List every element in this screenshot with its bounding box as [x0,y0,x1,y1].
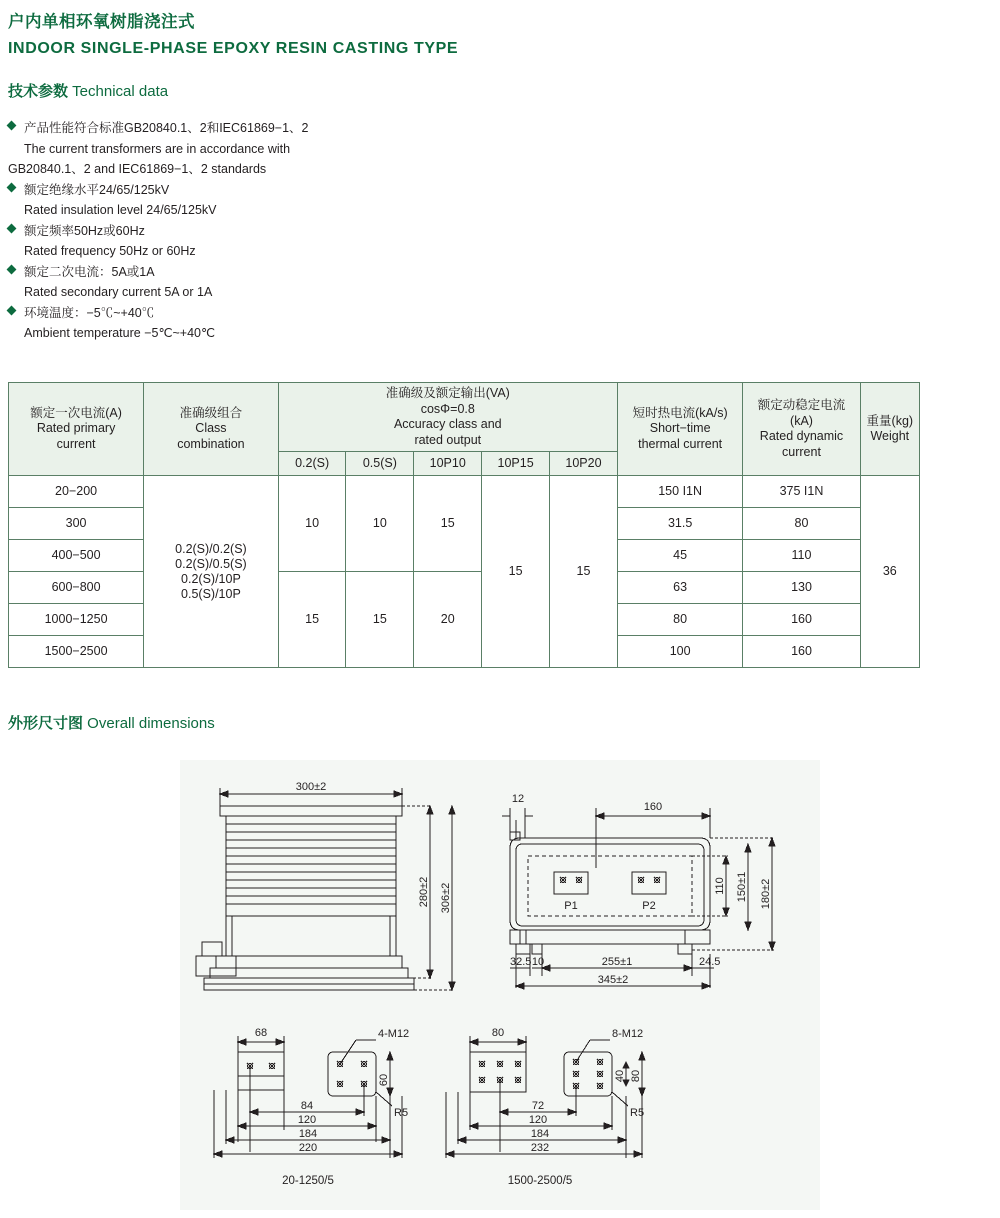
cell-class-combination: 0.2(S)/0.2(S) 0.2(S)/0.5(S) 0.2(S)/10P 0.5(S)/10P [144,476,279,668]
dim-label-232: 232 [530,1142,550,1154]
cell-acc-10p20: 15 [550,476,618,668]
cell-acc-02s-group1: 10 [278,476,346,572]
dim-label-220: 220 [298,1142,318,1154]
dim-label-120-left: 120 [297,1114,317,1126]
technical-bullet-list [8,118,568,344]
section-technical-cn: 技术参数 [8,83,69,100]
list-item [8,118,568,180]
col-header-acc-10p20: 10P20 [550,452,618,476]
cell-acc-05s-group1: 10 [346,476,414,572]
dim-label-front-height-outer: 306±2 [440,882,452,914]
dim-label-184-left: 184 [298,1128,318,1140]
col-header-acc-02s: 0.2(S) [278,452,346,476]
bullet-en-1: Rated frequency 50Hz or 60Hz [24,244,196,258]
diamond-bullet-icon [7,305,17,315]
col-header-rated-dynamic: 额定动稳定电流 (kA) Rated dynamic current [743,383,860,476]
list-item [8,262,568,303]
cell-primary-current: 20−200 [9,476,144,508]
cell-thermal-current: 100 [617,636,742,668]
cell-thermal-current: 31.5 [617,508,742,540]
bullet-en-1: Rated insulation level 24/65/125kV [24,203,217,217]
page-title-en: INDOOR SINGLE-PHASE EPOXY RESIN CASTING TYPE [8,40,459,57]
cell-weight: 36 [860,476,919,668]
dim-label-60: 60 [378,1073,390,1087]
list-item [8,303,568,344]
section-dimensions-cn: 外形尺寸图 [8,715,84,732]
radius-label-r5-right: R5 [630,1107,645,1119]
dim-label-84: 84 [300,1100,314,1112]
col-header-acc-10p10: 10P10 [414,452,482,476]
section-technical-data [8,80,168,101]
bullet-cn: 产品性能符合标准GB20840.1、2和IEC61869−1、2 [24,121,309,135]
bolt-label-4-m12: 4-M12 [378,1028,410,1040]
terminal-label-p1: P1 [564,900,578,912]
dim-label-120-right: 120 [528,1114,548,1126]
cell-acc-05s-group2: 15 [346,572,414,668]
cell-acc-02s-group2: 15 [278,572,346,668]
bullet-en-1: Ambient temperature −5℃~+40℃ [24,326,216,340]
section-overall-dimensions [8,712,215,733]
cell-dynamic-current: 160 [743,604,860,636]
spec-table-wrapper [8,382,920,668]
dim-label-front-height-inner: 280±2 [418,876,430,908]
bolt-label-8-m12: 8-M12 [612,1028,644,1040]
terminal-label-p2: P2 [642,900,656,912]
cell-acc-10p10-group1: 15 [414,476,482,572]
cell-thermal-current: 63 [617,572,742,604]
overall-dimensions-panel [180,760,820,1210]
col-header-primary-current: 额定一次电流(A) Rated primary current [9,383,144,476]
diamond-bullet-icon [7,121,17,131]
table-row [9,476,920,508]
table-head [9,383,920,476]
dim-label-80: 80 [491,1027,505,1039]
col-header-weight: 重量(kg) Weight [860,383,919,476]
col-header-acc-05s: 0.5(S) [346,452,414,476]
specification-table [8,382,920,668]
diamond-bullet-icon [7,264,17,274]
cell-thermal-current: 150 I1N [617,476,742,508]
section-dimensions-en: Overall dimensions [83,715,215,732]
dim-label-184-right: 184 [530,1128,550,1140]
dim-label-110: 110 [714,877,726,895]
cell-primary-current: 1000−1250 [9,604,144,636]
col-header-acc-10p15: 10P15 [482,452,550,476]
section-technical-en: Technical data [68,83,169,100]
diamond-bullet-icon [7,223,17,233]
bullet-cn: 环境温度：−5℃~+40℃ [24,305,155,320]
dim-label-10: 10 [531,956,545,968]
cell-primary-current: 600−800 [9,572,144,604]
dim-label-edge-12: 12 [511,793,525,805]
radius-label-r5-left: R5 [394,1107,409,1119]
cell-acc-10p15: 15 [482,476,550,668]
cell-primary-current: 300 [9,508,144,540]
caption-foot-right: 1500-2500/5 [507,1175,573,1187]
cell-dynamic-current: 375 I1N [743,476,860,508]
dim-label-150: 150±1 [736,871,748,903]
cell-primary-current: 400−500 [9,540,144,572]
dim-label-80-right: 80 [630,1069,642,1083]
cell-acc-10p10-group2: 20 [414,572,482,668]
cell-dynamic-current: 80 [743,508,860,540]
cell-thermal-current: 80 [617,604,742,636]
table-body [9,476,920,668]
bullet-en-1: Rated secondary current 5A or 1A [24,285,213,299]
dimension-drawing [180,760,820,1210]
cell-dynamic-current: 110 [743,540,860,572]
dim-label-40: 40 [614,1069,626,1083]
list-item [8,180,568,221]
bullet-cn: 额定绝缘水平24/65/125kV [24,182,170,197]
bullet-cn: 额定二次电流：5A或1A [24,264,155,279]
cell-thermal-current: 45 [617,540,742,572]
dim-label-72: 72 [531,1100,545,1112]
dim-label-68: 68 [254,1027,268,1039]
dim-label-345: 345±2 [597,974,629,986]
page-title-cn: 户内单相环氧树脂浇注式 [8,13,195,31]
dim-label-32-5: 32.5 [510,956,532,968]
dim-label-front-width: 300±2 [295,781,327,793]
diamond-bullet-icon [7,182,17,192]
cell-primary-current: 1500−2500 [9,636,144,668]
list-item [8,221,568,262]
cell-dynamic-current: 160 [743,636,860,668]
bullet-en-1: The current transformers are in accordance with [24,141,291,156]
dim-label-255: 255±1 [601,956,633,968]
col-header-short-time-thermal: 短时热电流(kA/s) Short−time thermal current [617,383,742,476]
col-header-class-combination: 准确级组合 Class combination [144,383,279,476]
bullet-cn: 额定频率50Hz或60Hz [24,223,145,238]
cell-dynamic-current: 130 [743,572,860,604]
dim-label-24-5: 24.5 [699,956,721,968]
dim-label-160: 160 [643,801,663,813]
bullet-en-2: GB20840.1、2 and IEC61869−1、2 standards [8,162,267,176]
dim-label-180: 180±2 [760,878,772,910]
caption-foot-left: 20-1250/5 [282,1175,334,1187]
col-header-accuracy-group: 准确级及额定输出(VA) cosΦ=0.8 Accuracy class and rated output [278,383,617,452]
